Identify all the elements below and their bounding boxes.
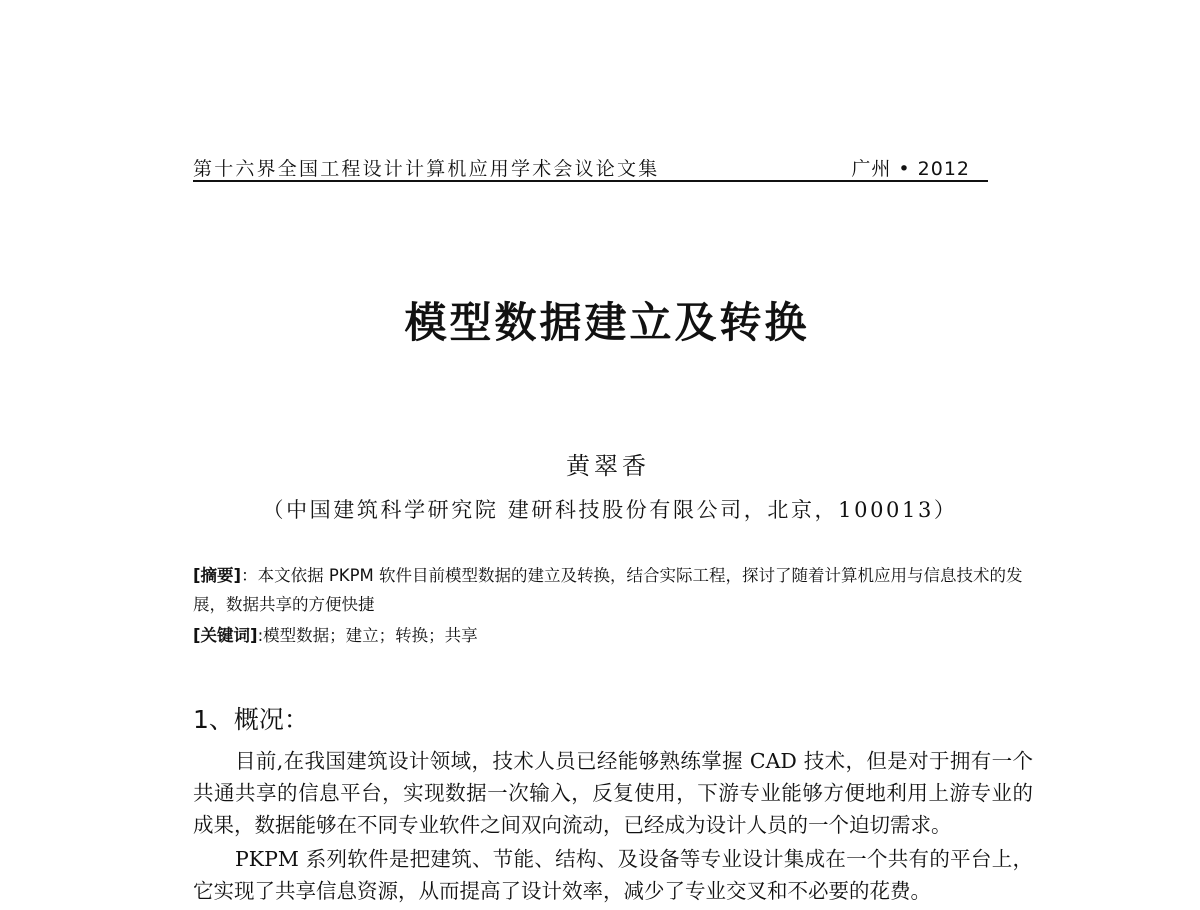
author-name: 黄翠香: [566, 452, 650, 480]
place-year: 广州 • 2012: [851, 158, 970, 180]
body-paragraph: PKPM 系列软件是把建筑、节能、结构、及设备等专业设计集成在一个共有的平台上，它实现了共享信息资源，从而提高了设计效率，减少了专业交叉和不必要的花费。: [193, 847, 1033, 903]
keywords-text: :模型数据；建立；转换；共享: [257, 626, 478, 645]
abstract-text: ：本文依据 PKPM 软件目前模型数据的建立及转换，结合实际工程，探讨了随着计算机应用与信息技术的发展，数据共享的方便快捷: [193, 566, 1023, 614]
abstract: [193, 561, 1033, 619]
proceedings-title: 第十六界全国工程设计计算机应用学术会议论文集: [193, 158, 660, 180]
keywords-tag: [关键词]: [193, 626, 258, 645]
paper-title: 模型数据建立及转换: [404, 298, 810, 347]
running-header: [193, 150, 988, 182]
abstract-tag: [摘要]: [193, 566, 242, 585]
keywords: [193, 622, 1013, 646]
section-heading: 1、概况：: [193, 705, 309, 734]
author-affiliation: （中国建筑科学研究院 建研科技股份有限公司，北京，100013）: [262, 498, 958, 522]
body-paragraph: 目前,在我国建筑设计领域，技术人员已经能够熟练掌握 CAD 技术，但是对于拥有一个共通共享的信息平台，实现数据一次输入，反复使用，下游专业能够方便地利用上游专业的成果，数据能够在不同专业软件之间双向流动，已经成为设计人员的一个迫切需求。: [193, 749, 1033, 837]
